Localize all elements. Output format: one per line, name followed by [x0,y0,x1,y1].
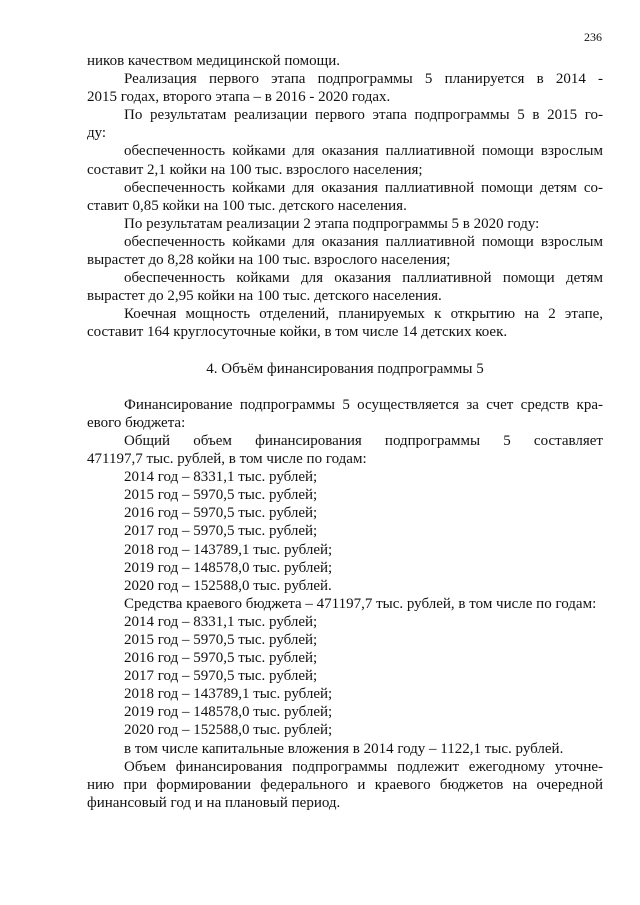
text-line: 2015 год – 5970,5 тыс. рублей; [124,487,318,504]
text-line: 2020 год – 152588,0 тыс. рублей; [124,722,333,739]
text-line: 471197,7 тыс. рублей, в том числе по годам: [87,451,367,468]
section-heading: 4. Объём финансирования подпрограммы 5 [206,360,484,377]
text-line: вырастет до 8,28 койки на 100 тыс. взрослого населения; [87,252,451,269]
text-line: ников качеством медицинской помощи. [87,53,340,69]
text-line: 2014 год – 8331,1 тыс. рублей; [124,613,318,630]
text-line: финансовый год и на плановый период. [87,794,341,811]
text-line: Общий объем финансирования подпрограммы 5 составляет [124,432,603,449]
text-line: евого бюджета: [87,414,186,431]
text-line: По результатам реализации первого этапа подпрограммы 5 в 2015 го- [124,107,603,124]
text-line: 2014 год – 8331,1 тыс. рублей; [124,469,318,486]
text-line: 2017 год – 5970,5 тыс. рублей; [124,668,318,685]
text-line: ставит 0,85 койки на 100 тыс. детского населения. [87,197,407,214]
text-line: По результатам реализации 2 этапа подпрограммы 5 в 2020 году: [124,215,540,232]
text-line: составит 2,1 койки на 100 тыс. взрослого населения; [87,161,423,178]
text-line: 2016 год – 5970,5 тыс. рублей; [124,505,318,522]
text-line: обеспеченность койками для оказания паллиативной помощи детям со- [124,179,603,196]
document-body [87,52,603,812]
text-line: Финансирование подпрограммы 5 осуществляется за счет средств кра- [124,396,603,413]
text-line: обеспеченность койками для оказания паллиативной помощи детям [124,270,603,287]
text-line: 2019 год – 148578,0 тыс. рублей; [124,704,333,721]
text-line: обеспеченность койками для оказания паллиативной помощи взрослым [124,233,603,250]
text-line: 2017 год – 5970,5 тыс. рублей; [124,523,318,540]
text-line: 2015 год – 5970,5 тыс. рублей; [124,632,318,648]
text-line: 2018 год – 143789,1 тыс. рублей; [124,541,333,558]
text-line: Реализация первого этапа подпрограммы 5 планируется в 2014 - [124,71,603,88]
text-line: составит 164 круглосуточные койки, в том числе 14 детских коек. [87,324,508,341]
text-line: Коечная мощность отделений, планируемых к открытию на 2 этапе, [124,306,603,323]
text-line: Средства краевого бюджета – 471197,7 тыс. рублей, в том числе по годам: [124,595,597,612]
text-line: 2018 год – 143789,1 тыс. рублей; [124,686,333,703]
text-line: Объем финансирования подпрограммы подлежит ежегодному уточне- [124,758,603,775]
blank-line [87,378,603,396]
page-number: 236 [584,30,602,44]
text-line: в том числе капитальные вложения в 2014 году – 1122,1 тыс. рублей. [124,740,564,757]
text-line: ду: [87,125,107,142]
text-line: обеспеченность койками для оказания паллиативной помощи взрослым [124,143,603,160]
text-line: нию при формировании федерального и краевого бюджетов на очередной [87,776,603,793]
text-line: 2020 год – 152588,0 тыс. рублей. [124,577,332,594]
text-line: 2016 год – 5970,5 тыс. рублей; [124,650,318,667]
text-line: 2019 год – 148578,0 тыс. рублей; [124,559,333,576]
text-line: вырастет до 2,95 койки на 100 тыс. детского населения. [87,288,442,305]
text-line: 2015 годах, второго этапа – в 2016 - 2020 годах. [87,89,391,106]
blank-line [87,342,603,360]
